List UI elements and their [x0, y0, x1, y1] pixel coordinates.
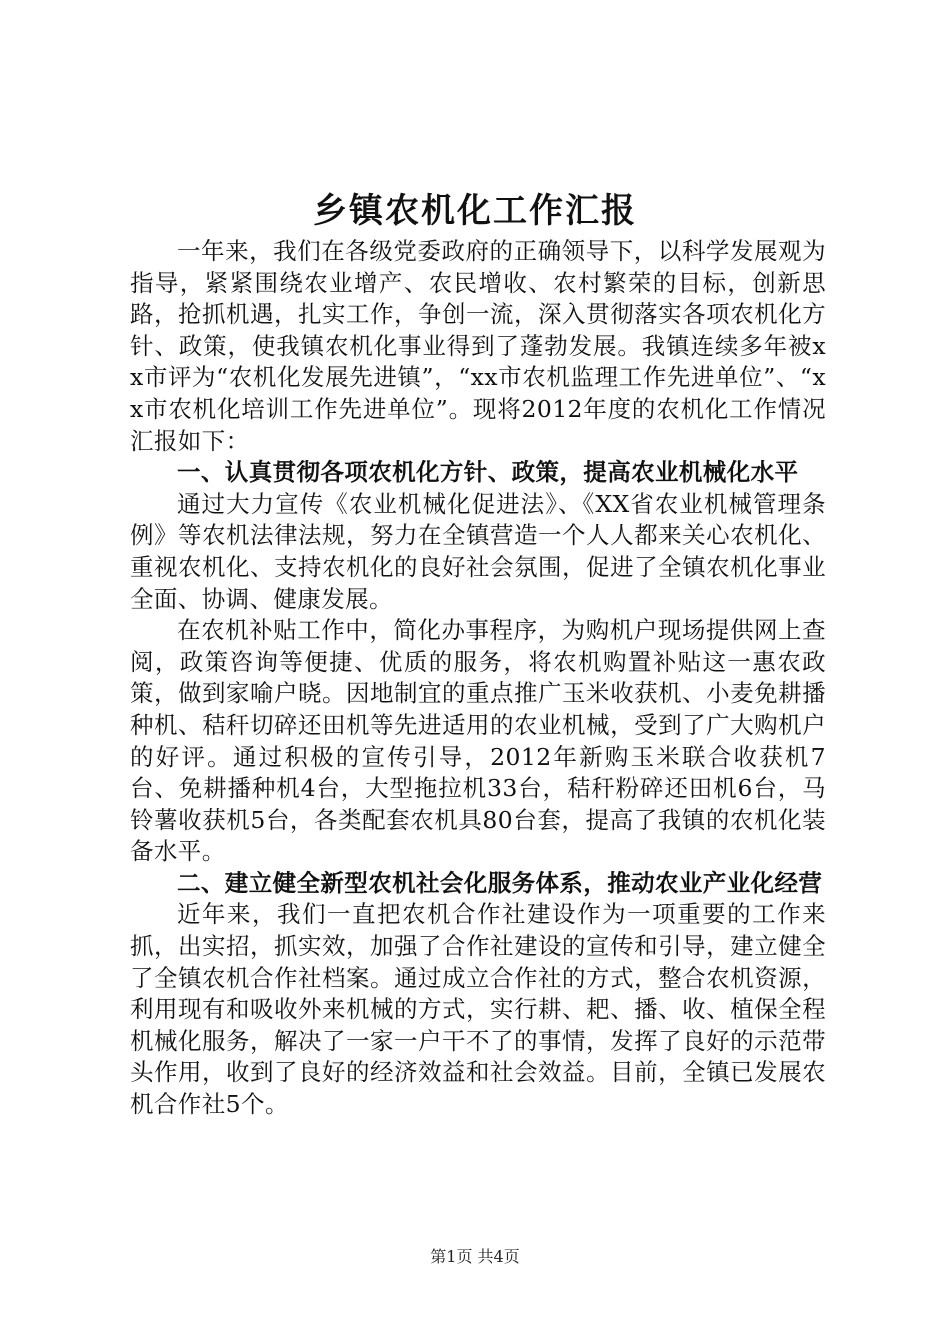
document-title: 乡镇农机化工作汇报	[313, 191, 637, 231]
intro-paragraph: 一年来，我们在各级党委政府的正确领导下，以科学发展观为指导，紧紧围绕农业增产、农民增收、农村繁荣的目标，创新思路，抢抓机遇，扎实工作，争创一流，深入贯彻落实各项农机化方针、政策，使我镇农机化事业得到了蓬勃发展。我镇连续多年被xx市评为“农机化发展先进镇”，“xx市农机监理工作先进单位”、“xx市农机化培训工作先进单位”。现将2012年度的农机化工作情况汇报如下：	[130, 237, 826, 455]
section-1-paragraph-1: 通过大力宣传《农业机械化促进法》、《XX省农业机械管理条例》等农机法律法规，努力在全镇营造一个人人都来关心农机化、重视农机化、支持农机化的良好社会氛围，促进了全镇农机化事业全面、协调、健康发展。	[130, 489, 826, 613]
section-1-paragraph-2: 在农机补贴工作中，简化办事程序，为购机户现场提供网上查阅，政策咨询等便捷、优质的服务，将农机购置补贴这一惠农政策，做到家喻户晓。因地制宜的重点推广玉米收获机、小麦免耕播种机、秸秆切碎还田机等先进适用的农业机械，受到了广大购机户的好评。通过积极的宣传引导，2012年新购玉米联合收获机7台、免耕播种机4台，大型拖拉机33台，秸秆粉碎还田机6台，马铃薯收获机5台，各类配套农机具80台套，提高了我镇的农机化装备水平。	[130, 616, 826, 866]
section-2-paragraph-1: 近年来，我们一直把农机合作社建设作为一项重要的工作来抓，出实招，抓实效，加强了合作社建设的宣传和引导，建立健全了全镇农机合作社档案。通过成立合作社的方式，整合农机资源，利用现有和吸收外来机械的方式，实行耕、耙、播、收、植保全程机械化服务，解决了一家一户干不了的事情，发挥了良好的示范带头作用，收到了良好的经济效益和社会效益。目前，全镇已发展农机合作社5个。	[130, 900, 826, 1119]
section-heading-2: 二、建立健全新型农机社会化服务体系，推动农业产业化经营	[177, 868, 823, 897]
document-body	[130, 236, 826, 1121]
page-number-footer: 第1页 共4页	[430, 1247, 520, 1266]
section-heading-1: 一、认真贯彻各项农机化方针、政策，提高农业机械化水平	[177, 458, 799, 487]
